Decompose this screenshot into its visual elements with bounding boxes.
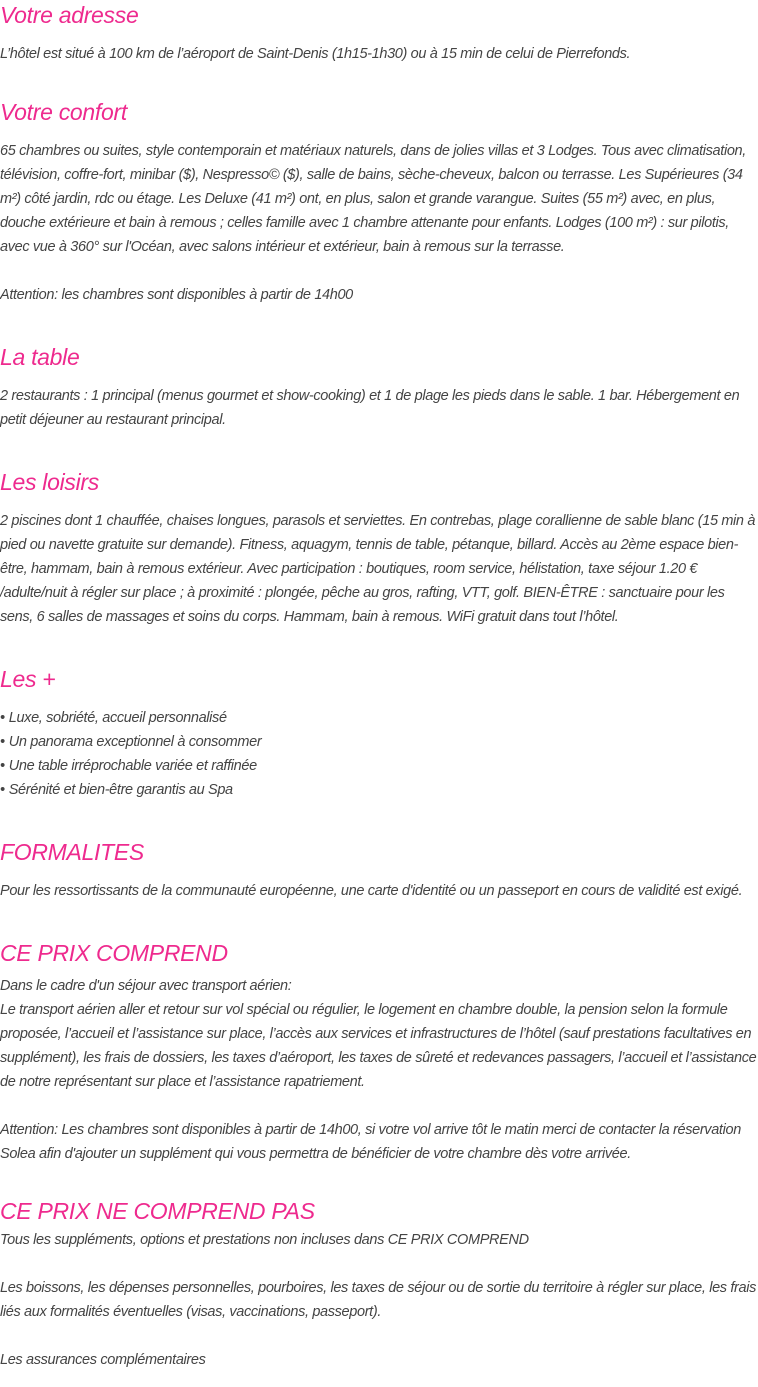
list-item-text: Un panorama exceptionnel à consommer bbox=[8, 734, 262, 750]
bullet: • bbox=[0, 758, 5, 774]
confort-text: 65 chambres ou suites, style contemporain et matériaux naturels, dans de jolies villas et 3 Lodges. Tous avec climatisation, télévision, coffre-fort, minibar ($), Nespresso© ($), salle de bains, sèche-cheveux, balcon ou terrasse. Les Supérieures (34 m²) côté jardin, rdc ou étage. Les Deluxe (41 m²) ont, en plus, salon et grande varangue. Suites (55 m²) avec, en plus, douche extérieure et bain à remous ; celles famille avec 1 chambre attenante pour enfants. Lodges (100 m²) : sur pilotis, avec vue à 360° sur l'Océan, avec salons intérieur et extérieur, bain à remous sur la terrasse. bbox=[0, 143, 746, 255]
ne-comprend-pas-text-1: Tous les suppléments, options et prestations non incluses dans CE PRIX COMPREND bbox=[0, 1232, 529, 1248]
loisirs-text: 2 piscines dont 1 chauffée, chaises longues, parasols et serviettes. En contrebas, plage corallienne de sable blanc (15 min à pied ou navette gratuite sur demande). Fitness, aquagym, tennis de table, pétanque, billard. Accès au 2ème espace bien-être, hammam, bain à remous extérieur. Avec participation : boutiques, room service, hélistation, taxe séjour 1.20 € /adulte/nuit à régler sur place ; à proximité : plongée, pêche au gros, rafting, VTT, golf. BIEN-ÊTRE : sanctuaire pour les sens, 6 salles de massages et soins du corps. Hammam, bain à remous. WiFi gratuit dans tout l’hôtel. bbox=[0, 513, 756, 625]
section-plus bbox=[0, 664, 758, 802]
ne-comprend-pas-text-2: Les boissons, les dépenses personnelles, pourboires, les taxes de séjour ou de sortie du territoire à régler sur place, les frais liés aux formalités éventuelles (visas, vaccinations, passeport). bbox=[0, 1280, 757, 1320]
plus-list bbox=[0, 706, 758, 802]
section-title-plus: Les + bbox=[0, 666, 56, 692]
list-item-text: Luxe, sobriété, accueil personnalisé bbox=[8, 710, 227, 726]
section-title-adresse: Votre adresse bbox=[0, 2, 139, 28]
confort-note: Attention: les chambres sont disponibles à partir de 14h00 bbox=[0, 287, 353, 303]
section-formalites bbox=[0, 837, 758, 903]
bullet: • bbox=[0, 710, 5, 726]
list-item bbox=[0, 706, 758, 730]
section-confort bbox=[0, 97, 758, 307]
section-title-loisirs: Les loisirs bbox=[0, 469, 99, 495]
section-table bbox=[0, 342, 758, 432]
list-item-text: Sérénité et bien-être garantis au Spa bbox=[8, 782, 233, 798]
section-ne-comprend-pas bbox=[0, 1196, 758, 1372]
section-title-confort: Votre confort bbox=[0, 99, 127, 125]
section-loisirs bbox=[0, 467, 758, 629]
comprend-text: Le transport aérien aller et retour sur vol spécial ou régulier, le logement en chambre double, la pension selon la formule proposée, l’accueil et l’assistance sur place, l’accès aux services et infrastructures de l’hôtel (sauf prestations facultatives en supplément), les frais de dossiers, les taxes d’aéroport, les taxes de sûreté et redevances passagers, l’accueil et l’assistance de notre représentant sur place et l’assistance rapatriement. bbox=[0, 1002, 757, 1090]
bullet: • bbox=[0, 782, 5, 798]
ne-comprend-pas-text-3: Les assurances complémentaires bbox=[0, 1352, 206, 1368]
comprend-note: Attention: Les chambres sont disponibles à partir de 14h00, si votre vol arrive tôt le matin merci de contacter la réservation Solea afin d'ajouter un supplément qui vous permettra de bénéficier de votre chambre dès votre arrivée. bbox=[0, 1122, 741, 1162]
table-text: 2 restaurants : 1 principal (menus gourmet et show-cooking) et 1 de plage les pieds dans le sable. 1 bar. Hébergement en petit déjeuner au restaurant principal. bbox=[0, 388, 740, 428]
list-item bbox=[0, 778, 758, 802]
list-item bbox=[0, 730, 758, 754]
section-title-comprend: CE PRIX COMPREND bbox=[0, 940, 228, 966]
section-title-formalites: FORMALITES bbox=[0, 839, 144, 865]
bullet: • bbox=[0, 734, 5, 750]
section-adresse bbox=[0, 0, 758, 66]
section-title-ne-comprend-pas: CE PRIX NE COMPREND PAS bbox=[0, 1198, 315, 1224]
section-title-table: La table bbox=[0, 344, 80, 370]
section-comprend bbox=[0, 938, 758, 1166]
adresse-text: L’hôtel est situé à 100 km de l’aéroport de Saint-Denis (1h15-1h30) ou à 15 min de celui de Pierrefonds. bbox=[0, 46, 631, 62]
comprend-intro: Dans le cadre d'un séjour avec transport aérien: bbox=[0, 978, 292, 994]
list-item bbox=[0, 754, 758, 778]
list-item-text: Une table irréprochable variée et raffinée bbox=[8, 758, 257, 774]
formalites-text: Pour les ressortissants de la communauté européenne, une carte d'identité ou un passeport en cours de validité est exigé. bbox=[0, 883, 743, 899]
